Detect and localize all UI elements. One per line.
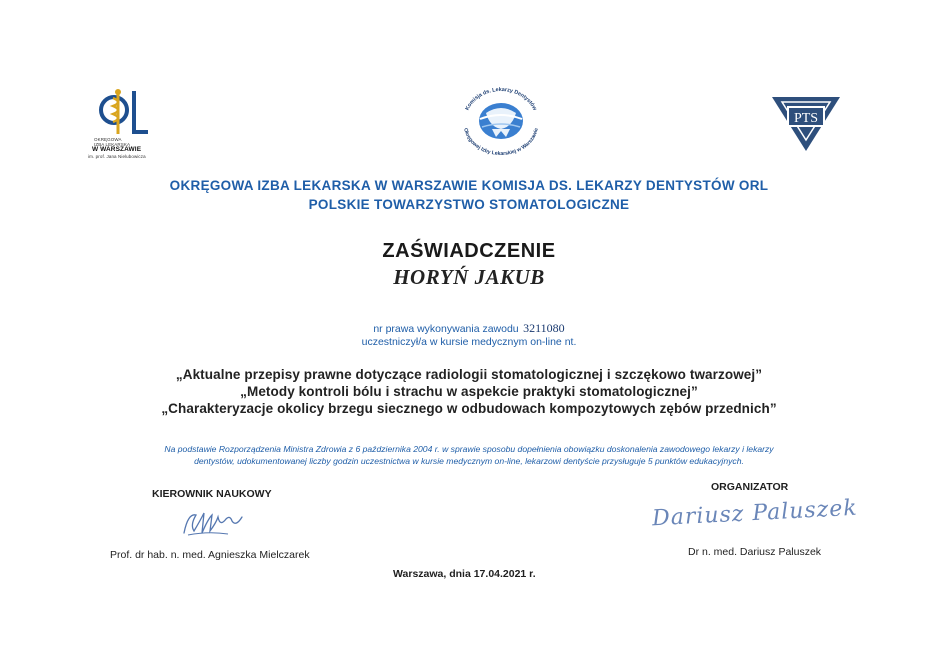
pts-shield-icon [768, 93, 844, 155]
scientific-director-name: Prof. dr hab. n. med. Agnieszka Mielczarek [110, 549, 310, 561]
recipient-name: HORYŃ JAKUB [393, 265, 545, 289]
legal-basis-line-1: Na podstawie Rozporządzenia Ministra Zdrowia z 6 października 2004 r. w sprawie sposobu dopełnienia obowiązku doskonalenia zawodowego lekarzy i lekarzy [164, 444, 774, 454]
komisja-logo [456, 83, 546, 155]
scientific-director-role: KIEROWNIK NAUKOWY [152, 488, 272, 500]
organizer-role: ORGANIZATOR [711, 481, 789, 493]
organizer-handwritten-signature: Dariusz Paluszek [651, 495, 859, 532]
certificate-title: ZAŚWIADCZENIE [382, 240, 556, 262]
signature-mielczarek-icon [178, 505, 258, 541]
place-and-date: Warszawa, dnia 17.04.2021 r. [393, 568, 536, 580]
header-org-line-2: POLSKIE TOWARZYSTWO STOMATOLOGICZNE [308, 197, 630, 212]
course-title-3: „Charakteryzacje okolicy brzegu siecznego w odbudowach kompozytowych zębów przednich” [161, 401, 777, 416]
license-line [0, 319, 938, 337]
license-label: nr prawa wykonywania zawodu [373, 323, 519, 335]
ring-text-bottom: Okręgowej Izby Lekarskiej w Warszawie [462, 127, 540, 155]
license-number: 3211080 [523, 321, 565, 335]
oil-caption-2: IZBA LEKARSKA [94, 142, 131, 147]
oil-logo [70, 88, 170, 163]
oil-caption-1: OKRĘGOWA [94, 137, 122, 142]
pts-logo [768, 93, 844, 155]
oil-caption-4: im. prof. Jana Nielubowicza [88, 154, 146, 159]
ring-text-top: Komisja ds. Lekarzy Dentystów [464, 86, 538, 112]
pts-text: PTS [793, 111, 819, 126]
course-title-1: „Aktualne przepisy prawne dotyczące radiologii stomatologicznej i szczękowo twarzowej” [175, 367, 763, 382]
course-title-2: „Metody kontroli bólu i strachu w aspekcie praktyki stomatologicznej” [240, 384, 698, 399]
participation-text: uczestniczył/a w kursie medycznym on-line nt. [361, 336, 577, 348]
tooth-globe-icon [456, 83, 546, 155]
organizer-name: Dr n. med. Dariusz Paluszek [688, 546, 822, 558]
oil-emblem-icon [98, 88, 150, 136]
header-org-line-1: OKRĘGOWA IZBA LEKARSKA W WARSZAWIE KOMISJA DS. LEKARZY DENTYSTÓW ORL [169, 178, 769, 193]
legal-basis-line-2: dentystów, udokumentowanej liczby godzin uczestnictwa w kursie medycznym on-line, lekarzowi dentyście przysługuje 5 punktów edukacyjnych. [194, 456, 744, 466]
oil-caption-3: W WARSZAWIE [92, 146, 142, 153]
